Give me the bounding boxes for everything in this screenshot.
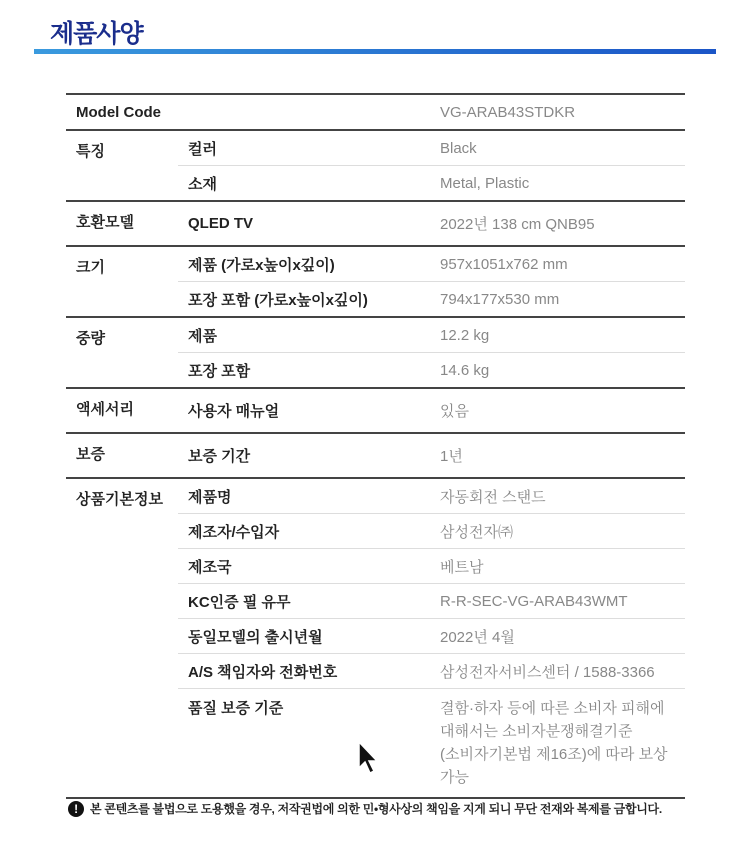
spec-value: 2022년 138 cm QNB95: [430, 201, 685, 246]
table-row: [66, 388, 685, 433]
exclamation-icon: !: [68, 801, 84, 817]
title-underline: [34, 49, 716, 54]
spec-value: 14.6 kg: [430, 353, 685, 389]
spec-label: 포장 포함: [178, 353, 430, 389]
spec-label: 제품명: [178, 478, 430, 514]
spec-label: 소재: [178, 166, 430, 202]
category-label: 중량: [66, 317, 178, 388]
table-row: [66, 201, 685, 246]
category-label: 상품기본정보: [66, 478, 178, 798]
spec-table: [66, 93, 685, 799]
spec-label: 품질 보증 기준: [178, 689, 430, 799]
spec-value: 삼성전자㈜: [430, 514, 685, 549]
spec-label: 동일모델의 출시년월: [178, 619, 430, 654]
model-code-value: VG-ARAB43STDKR: [440, 103, 576, 121]
category-label: 특징: [66, 130, 178, 201]
spec-value: Black: [430, 130, 685, 166]
spec-value: 있음: [430, 388, 685, 433]
notice-text: 본 콘텐츠를 불법으로 도용했을 경우, 저작권법에 의한 민•형사상의 책임을 지게 되니 무단 전재와 복제를 금합니다.: [90, 802, 662, 816]
spec-value: 결함·하자 등에 따른 소비자 피해에 대해서는 소비자분쟁해결기준 (소비자기본법 제16조)에 따라 보상 가능: [430, 689, 685, 799]
category-label: 액세서리: [66, 388, 178, 433]
spec-value: 794x177x530 mm: [430, 282, 685, 318]
spec-label: QLED TV: [178, 201, 430, 246]
category-label: 호환모델: [66, 201, 178, 246]
spec-value: 삼성전자서비스센터 / 1588-3366: [430, 654, 685, 689]
spec-label: 포장 포함 (가로x높이x깊이): [178, 282, 430, 318]
spec-label: 제조자/수입자: [178, 514, 430, 549]
spec-value: 1년: [430, 433, 685, 478]
table-row: [66, 433, 685, 478]
spec-value: 자동회전 스탠드: [430, 478, 685, 514]
copyright-notice: [68, 800, 662, 817]
table-row: [66, 130, 685, 166]
model-code-label: Model Code: [76, 103, 161, 121]
page-title: 제품사양: [50, 20, 143, 48]
spec-value: 12.2 kg: [430, 317, 685, 353]
table-row: [66, 246, 685, 282]
spec-label: 제조국: [178, 549, 430, 584]
spec-value: Metal, Plastic: [430, 166, 685, 202]
spec-value: R-R-SEC-VG-ARAB43WMT: [430, 584, 685, 619]
spec-label: 제품: [178, 317, 430, 353]
spec-label: 제품 (가로x높이x깊이): [178, 246, 430, 282]
mouse-cursor-icon: [357, 740, 381, 776]
spec-label: KC인증 필 유무: [178, 584, 430, 619]
spec-value: 2022년 4월: [430, 619, 685, 654]
table-row-model-code: [66, 94, 685, 130]
spec-label: A/S 책임자와 전화번호: [178, 654, 430, 689]
table-row: [66, 478, 685, 514]
spec-label: 컬러: [178, 130, 430, 166]
spec-label: 보증 기간: [178, 433, 430, 478]
spec-value: 957x1051x762 mm: [430, 246, 685, 282]
category-label: 크기: [66, 246, 178, 317]
spec-value: 베트남: [430, 549, 685, 584]
table-row: [66, 317, 685, 353]
category-label: 보증: [66, 433, 178, 478]
spec-label: 사용자 매뉴얼: [178, 388, 430, 433]
